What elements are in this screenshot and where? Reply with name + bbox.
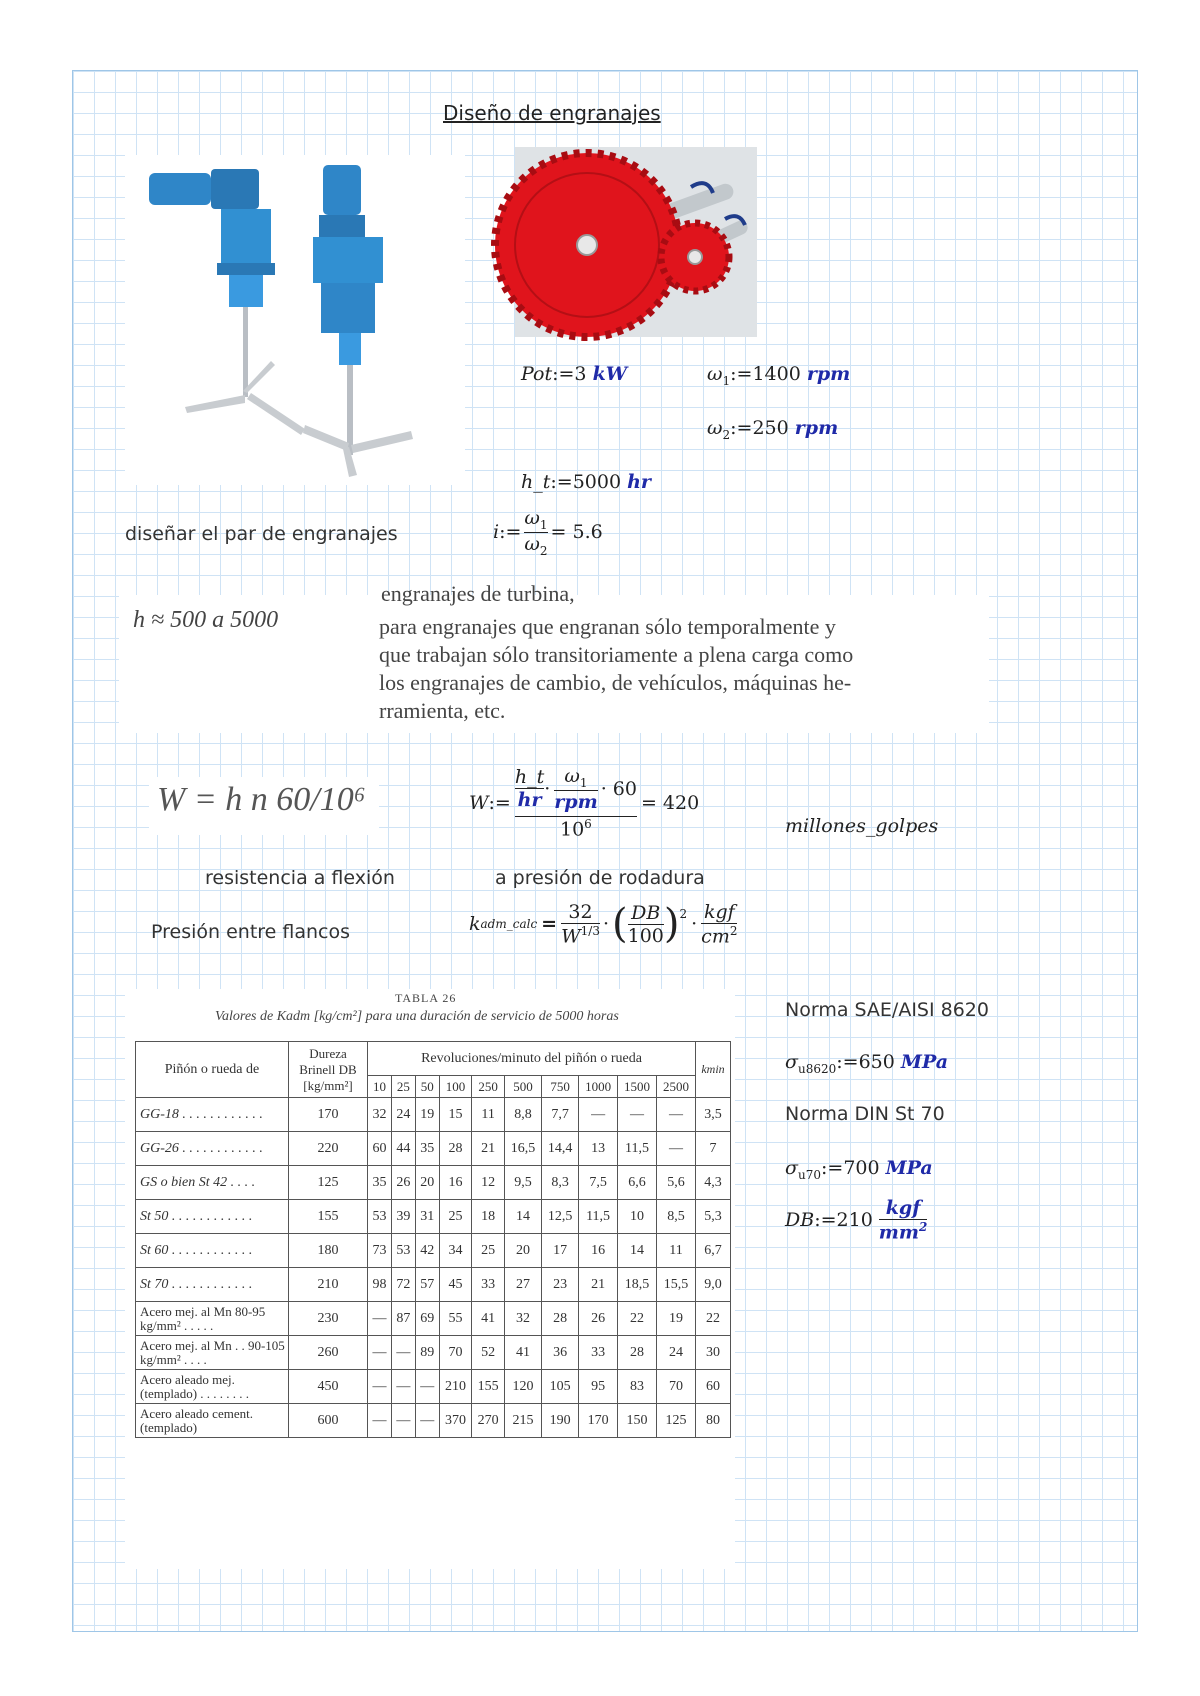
material-cell: Acero aleado mej. (templado) . . . . . . . .	[136, 1370, 289, 1404]
value-cell: 53	[368, 1200, 392, 1234]
millones-label: millones_golpes	[785, 815, 939, 837]
hours-range: h ≈ 500 a 5000	[133, 607, 279, 633]
value-cell: 105	[542, 1370, 579, 1404]
db-equation: DB := 210 $\frac{\text{kgf}}{mm^2}$	[785, 1197, 928, 1244]
value-cell: —	[579, 1098, 618, 1132]
value-cell: 35	[368, 1166, 392, 1200]
norma-din-label: Norma DIN St 70	[785, 1103, 945, 1125]
rpm-header: 500	[504, 1076, 541, 1098]
table-row	[136, 1404, 731, 1438]
value-cell: 215	[504, 1404, 541, 1438]
rpm-header: 10	[368, 1076, 392, 1098]
w-equation: W := $\frac{h\_t}{hr}$ · $\frac{\omega_1}{\text{rpm}}$ · 60 $10^6$ = 420	[469, 765, 700, 841]
sigma70-equation: $\sigma_{u70}:=700$ MPa	[785, 1157, 933, 1182]
value-cell: 25	[472, 1234, 505, 1268]
omega2-equation: $\omega_2:=250$ rpm	[707, 417, 839, 442]
material-cell: Acero mej. al Mn 80-95 kg/mm² . . . . .	[136, 1302, 289, 1336]
kmin-cell: 80	[696, 1404, 731, 1438]
value-cell: 11	[472, 1098, 505, 1132]
value-cell: 45	[439, 1268, 472, 1302]
gear-pair-image	[515, 147, 757, 337]
rpm-header: 50	[415, 1076, 439, 1098]
kmin-cell: 3,5	[696, 1098, 731, 1132]
value-cell: 13	[579, 1132, 618, 1166]
value-cell: 33	[472, 1268, 505, 1302]
rpm-header: 100	[439, 1076, 472, 1098]
kmin-cell: 5,3	[696, 1200, 731, 1234]
value-cell: —	[391, 1336, 415, 1370]
value-cell: 7,7	[542, 1098, 579, 1132]
value-cell: 41	[504, 1336, 541, 1370]
book-excerpt	[119, 581, 989, 733]
col-kmin: kmin	[696, 1042, 731, 1098]
value-cell: 8,8	[504, 1098, 541, 1132]
value-cell: 9,5	[504, 1166, 541, 1200]
rodadura-label: a presión de rodadura	[495, 867, 705, 889]
value-cell: 18	[472, 1200, 505, 1234]
value-cell: 32	[368, 1098, 392, 1132]
value-cell: —	[657, 1098, 696, 1132]
value-cell: 7,5	[579, 1166, 618, 1200]
rpm-header: 250	[472, 1076, 505, 1098]
table-caption: TABLA 26	[395, 991, 457, 1005]
value-cell: 24	[657, 1336, 696, 1370]
dureza-cell: 170	[289, 1098, 368, 1132]
value-cell: 26	[579, 1302, 618, 1336]
rpm-header: 1000	[579, 1076, 618, 1098]
w-formula-image: W = h n 60/10⁶	[149, 777, 379, 835]
col-revoluciones: Revoluciones/minuto del piñón o rueda	[368, 1042, 696, 1076]
value-cell: 14	[504, 1200, 541, 1234]
value-cell: 21	[579, 1268, 618, 1302]
value-cell: 27	[504, 1268, 541, 1302]
excerpt-cut-line: engranajes de turbina,	[381, 581, 575, 606]
value-cell: 11	[657, 1234, 696, 1268]
material-cell: GG-18 . . . . . . . . . . . .	[136, 1098, 289, 1132]
value-cell: 12	[472, 1166, 505, 1200]
value-cell: 8,5	[657, 1200, 696, 1234]
rpm-header: 25	[391, 1076, 415, 1098]
value-cell: —	[368, 1302, 392, 1336]
value-cell: 150	[618, 1404, 657, 1438]
table-row	[136, 1234, 731, 1268]
value-cell: 16	[579, 1234, 618, 1268]
value-cell: 55	[439, 1302, 472, 1336]
value-cell: —	[368, 1336, 392, 1370]
value-cell: 28	[618, 1336, 657, 1370]
value-cell: 14,4	[542, 1132, 579, 1166]
value-cell: 25	[439, 1200, 472, 1234]
value-cell: 10	[618, 1200, 657, 1234]
table-row	[136, 1370, 731, 1404]
value-cell: 52	[472, 1336, 505, 1370]
value-cell: —	[391, 1404, 415, 1438]
kmin-cell: 60	[696, 1370, 731, 1404]
design-label: diseñar el par de engranajes	[125, 523, 398, 545]
table-row	[136, 1200, 731, 1234]
value-cell: 20	[504, 1234, 541, 1268]
page-title: Diseño de engranajes	[443, 101, 661, 125]
dureza-cell: 155	[289, 1200, 368, 1234]
agitator-icon	[125, 155, 465, 485]
value-cell: 33	[579, 1336, 618, 1370]
material-cell: GS o bien St 42 . . . .	[136, 1166, 289, 1200]
dureza-cell: 125	[289, 1166, 368, 1200]
material-cell: Acero mej. al Mn . . 90-105 kg/mm² . . . .	[136, 1336, 289, 1370]
flancos-label: Presión entre flancos	[151, 921, 351, 943]
sigma8620-equation: $\sigma_{u8620}:=650$ MPa	[785, 1051, 949, 1076]
material-cell: St 50 . . . . . . . . . . . .	[136, 1200, 289, 1234]
material-cell: GG-26 . . . . . . . . . . . .	[136, 1132, 289, 1166]
value-cell: 21	[472, 1132, 505, 1166]
value-cell: 22	[618, 1302, 657, 1336]
material-cell: St 70 . . . . . . . . . . . .	[136, 1268, 289, 1302]
value-cell: 11,5	[579, 1200, 618, 1234]
value-cell: 35	[415, 1132, 439, 1166]
norma-sae-label: Norma SAE/AISI 8620	[785, 999, 989, 1021]
value-cell: —	[618, 1098, 657, 1132]
value-cell: 20	[415, 1166, 439, 1200]
value-cell: 31	[415, 1200, 439, 1234]
table-subtitle: Valores de Kadm [kg/cm²] para una duración de servicio de 5000 horas	[215, 1009, 619, 1024]
mixer-image	[125, 155, 465, 485]
value-cell: 6,6	[618, 1166, 657, 1200]
value-cell: 16	[439, 1166, 472, 1200]
rpm-header: 750	[542, 1076, 579, 1098]
value-cell: 73	[368, 1234, 392, 1268]
excerpt-line: para engranajes que engranan sólo temporalmente y	[379, 614, 836, 639]
excerpt-line: rramienta, etc.	[379, 698, 506, 723]
value-cell: —	[368, 1370, 392, 1404]
kadm-table-image	[125, 989, 735, 1569]
ratio-equation: i := $\frac{\omega_1}{\omega_2}$ = 5.6	[493, 507, 603, 558]
flexion-label: resistencia a flexión	[205, 867, 395, 889]
dureza-cell: 210	[289, 1268, 368, 1302]
value-cell: 72	[391, 1268, 415, 1302]
value-cell: 28	[439, 1132, 472, 1166]
value-cell: 16,5	[504, 1132, 541, 1166]
dureza-cell: 600	[289, 1404, 368, 1438]
value-cell: 89	[415, 1336, 439, 1370]
excerpt-text	[379, 613, 853, 725]
kmin-cell: 4,3	[696, 1166, 731, 1200]
table-row	[136, 1166, 731, 1200]
worksheet	[72, 70, 1138, 1632]
value-cell: 170	[579, 1404, 618, 1438]
value-cell: 53	[391, 1234, 415, 1268]
dureza-cell: 230	[289, 1302, 368, 1336]
value-cell: 155	[472, 1370, 505, 1404]
value-cell: 18,5	[618, 1268, 657, 1302]
value-cell: 15,5	[657, 1268, 696, 1302]
value-cell: 70	[439, 1336, 472, 1370]
value-cell: 36	[542, 1336, 579, 1370]
value-cell: 44	[391, 1132, 415, 1166]
excerpt-line: que trabajan sólo transitoriamente a plena carga como	[379, 642, 854, 667]
value-cell: 270	[472, 1404, 505, 1438]
omega1-equation: $\omega_1:=1400$ rpm	[707, 363, 851, 388]
value-cell: 24	[391, 1098, 415, 1132]
value-cell: —	[415, 1370, 439, 1404]
value-cell: 60	[368, 1132, 392, 1166]
value-cell: 39	[391, 1200, 415, 1234]
value-cell: 28	[542, 1302, 579, 1336]
value-cell: 15	[439, 1098, 472, 1132]
value-cell: 69	[415, 1302, 439, 1336]
excerpt-line: los engranajes de cambio, de vehículos, máquinas he-	[379, 670, 852, 695]
value-cell: 370	[439, 1404, 472, 1438]
value-cell: 26	[391, 1166, 415, 1200]
gear-icon	[515, 147, 757, 337]
value-cell: 32	[504, 1302, 541, 1336]
value-cell: 98	[368, 1268, 392, 1302]
kadm-equation: k adm_calc = $\frac{32}{W^{1/3}}$ · ( $\frac{DB}{100}$ ) $^2$ · $\frac{\text{kgf}}{cm^2}$	[469, 901, 738, 948]
material-cell: Acero aleado cement. (templado)	[136, 1404, 289, 1438]
value-cell: —	[391, 1370, 415, 1404]
table-row	[136, 1132, 731, 1166]
value-cell: 42	[415, 1234, 439, 1268]
value-cell: 12,5	[542, 1200, 579, 1234]
value-cell: 23	[542, 1268, 579, 1302]
value-cell: 19	[657, 1302, 696, 1336]
dureza-cell: 260	[289, 1336, 368, 1370]
value-cell: 34	[439, 1234, 472, 1268]
kmin-cell: 7	[696, 1132, 731, 1166]
material-cell: St 60 . . . . . . . . . . . .	[136, 1234, 289, 1268]
value-cell: 87	[391, 1302, 415, 1336]
kadm-table	[135, 1041, 731, 1438]
pot-equation: Pot:=3 kW	[521, 363, 628, 385]
kmin-cell: 6,7	[696, 1234, 731, 1268]
dureza-cell: 220	[289, 1132, 368, 1166]
dureza-cell: 450	[289, 1370, 368, 1404]
col-dureza: Dureza Brinell DB [kg/mm²]	[289, 1042, 368, 1098]
kmin-cell: 30	[696, 1336, 731, 1370]
value-cell: 57	[415, 1268, 439, 1302]
rpm-header: 2500	[657, 1076, 696, 1098]
value-cell: 14	[618, 1234, 657, 1268]
table-row	[136, 1098, 731, 1132]
table-row	[136, 1268, 731, 1302]
value-cell: 95	[579, 1370, 618, 1404]
value-cell: —	[415, 1404, 439, 1438]
value-cell: 120	[504, 1370, 541, 1404]
value-cell: 210	[439, 1370, 472, 1404]
value-cell: 19	[415, 1098, 439, 1132]
value-cell: 190	[542, 1404, 579, 1438]
value-cell: 11,5	[618, 1132, 657, 1166]
value-cell: 70	[657, 1370, 696, 1404]
table-row	[136, 1302, 731, 1336]
value-cell: 8,3	[542, 1166, 579, 1200]
kmin-cell: 22	[696, 1302, 731, 1336]
value-cell: 41	[472, 1302, 505, 1336]
value-cell: 17	[542, 1234, 579, 1268]
ht-equation: h_t:=5000 hr	[521, 471, 651, 493]
value-cell: 125	[657, 1404, 696, 1438]
kmin-cell: 9,0	[696, 1268, 731, 1302]
value-cell: 83	[618, 1370, 657, 1404]
table-row	[136, 1336, 731, 1370]
rpm-header: 1500	[618, 1076, 657, 1098]
col-material: Piñón o rueda de	[136, 1042, 289, 1098]
value-cell: —	[368, 1404, 392, 1438]
value-cell: 5,6	[657, 1166, 696, 1200]
dureza-cell: 180	[289, 1234, 368, 1268]
value-cell: —	[657, 1132, 696, 1166]
